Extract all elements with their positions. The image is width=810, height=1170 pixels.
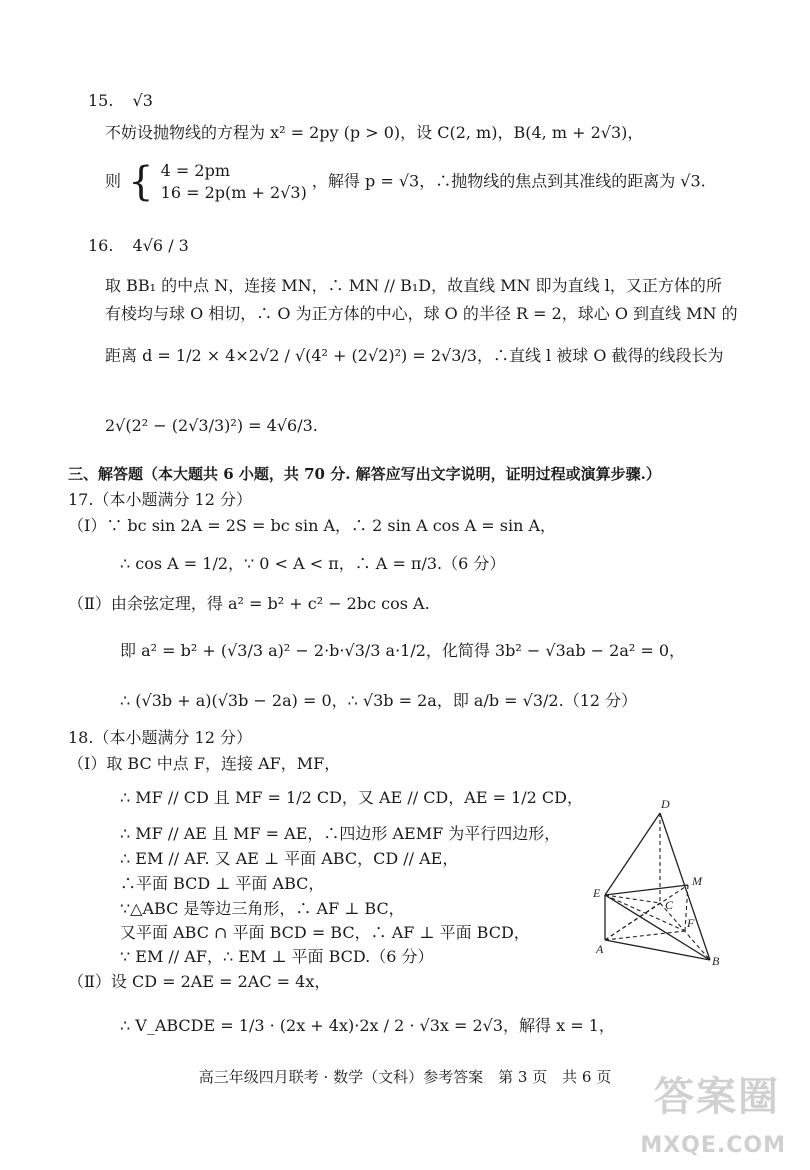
q15-system: 则 { 4 = 2pm 16 = 2p(m + 2√3) ，解得 p = √3，∴抛物线的焦点到其准线的距离为 √3.	[105, 159, 706, 205]
q17-title: 17.（本小题满分 12 分）	[68, 490, 252, 509]
q17-p2-line3: ∴ (√3b + a)(√3b − 2a) = 0，∴ √3b = 2a，即 a/b = √3/2.（12 分）	[120, 691, 638, 710]
label-B: B	[712, 954, 720, 968]
brace: {	[128, 159, 154, 205]
q17-p1-line1: （Ⅰ）∵ bc sin 2A = 2S = bc sin A，∴ 2 sin A cos A = sin A，	[68, 516, 557, 535]
q18-p1-line1: （Ⅰ）取 BC 中点 F，连接 AF，MF，	[68, 754, 341, 773]
q17-p1-line2: ∴ cos A = 1/2，∵ 0 < A < π，∴ A = π/3.（6 分）	[120, 554, 506, 573]
solid-geometry-figure	[585, 795, 735, 975]
q16-line1: 取 BB₁ 的中点 N，连接 MN，∴ MN // B₁D，故直线 MN 即为直线 l，又正方体的所	[105, 276, 722, 295]
q18-p1-line2: ∴ MF // CD 且 MF = 1/2 CD，又 AE // CD，AE = 1/2 CD，	[120, 788, 583, 807]
q18-p1-line6: ∵△ABC 是等边三角形，∴ AF ⊥ BC，	[120, 899, 405, 918]
edge-DB	[660, 813, 710, 960]
q15-answer: √3	[132, 91, 153, 110]
q18-p2-line2: ∴ V_ABCDE = 1/3 · (2x + 4x)·2x / 2 · √3x = 2√3，解得 x = 1，	[120, 1016, 615, 1035]
label-A: A	[596, 942, 604, 956]
q18-p1-line8: ∵ EM // AF，∴ EM ⊥ 平面 BCD.（6 分）	[120, 947, 434, 966]
q18-title: 18.（本小题满分 12 分）	[68, 728, 252, 747]
q17-p2-line1: （Ⅱ）由余弦定理，得 a² = b² + c² − 2bc cos A.	[68, 594, 430, 613]
watermark-logo: 答案圈	[654, 1074, 780, 1120]
label-C: C	[665, 898, 674, 912]
section-heading: 三、解答题（本大题共 6 小题，共 70 分. 解答应写出文字说明，证明过程或演算步骤.）	[68, 465, 661, 483]
q15-line1: 不妨设抛物线的方程为 x² = 2py (p > 0)，设 C(2, m)，B(4, m + 2√3)，	[105, 123, 644, 142]
q16-line3: 距离 d = 1/2 × 4×2√2 / √(4² + (2√2)²) = 2√3/3，∴直线 l 被球 O 截得的线段长为	[105, 346, 724, 365]
q18-p1-line3: ∴ MF // AE 且 MF = AE，∴四边形 AEMF 为平行四边形，	[120, 824, 561, 843]
q16-header: 16. 4√6 / 3	[88, 236, 189, 255]
q15-header: 15. √3	[88, 91, 153, 110]
q17-p2-line2: 即 a² = b² + (√3/3 a)² − 2·b·√3/3 a·1/2，化简得 3b² − √3ab − 2a² = 0，	[120, 641, 686, 660]
label-M: M	[692, 874, 702, 888]
label-E: E	[593, 886, 601, 900]
q16-line2: 有棱均与球 O 相切，∴ O 为正方体的中心，球 O 的半径 R = 2，球心 O 到直线 MN 的	[105, 304, 738, 323]
q16-answer: 4√6 / 3	[132, 236, 189, 255]
label-D: D	[661, 797, 670, 811]
q18-p1-line5: ∴平面 BCD ⊥ 平面 ABC，	[120, 874, 325, 893]
q18-p1-line7: 又平面 ABC ∩ 平面 BCD = BC，∴ AF ⊥ 平面 BCD，	[120, 923, 530, 942]
watermark-url: MXQE.COM	[640, 1133, 786, 1158]
page-footer: 高三年级四月联考 · 数学（文科）参考答案 第 3 页 共 6 页	[198, 1068, 612, 1086]
label-F: F	[687, 916, 695, 930]
q18-p2-line1: （Ⅱ）设 CD = 2AE = 2AC = 4x，	[68, 972, 331, 991]
edge-DE	[605, 813, 660, 895]
q18-p1-line4: ∴ EM // AF. 又 AE ⊥ 平面 ABC，CD // AE，	[120, 849, 459, 868]
q16-line4: 2√(2² − (2√3/3)²) = 4√6/3.	[105, 416, 318, 435]
